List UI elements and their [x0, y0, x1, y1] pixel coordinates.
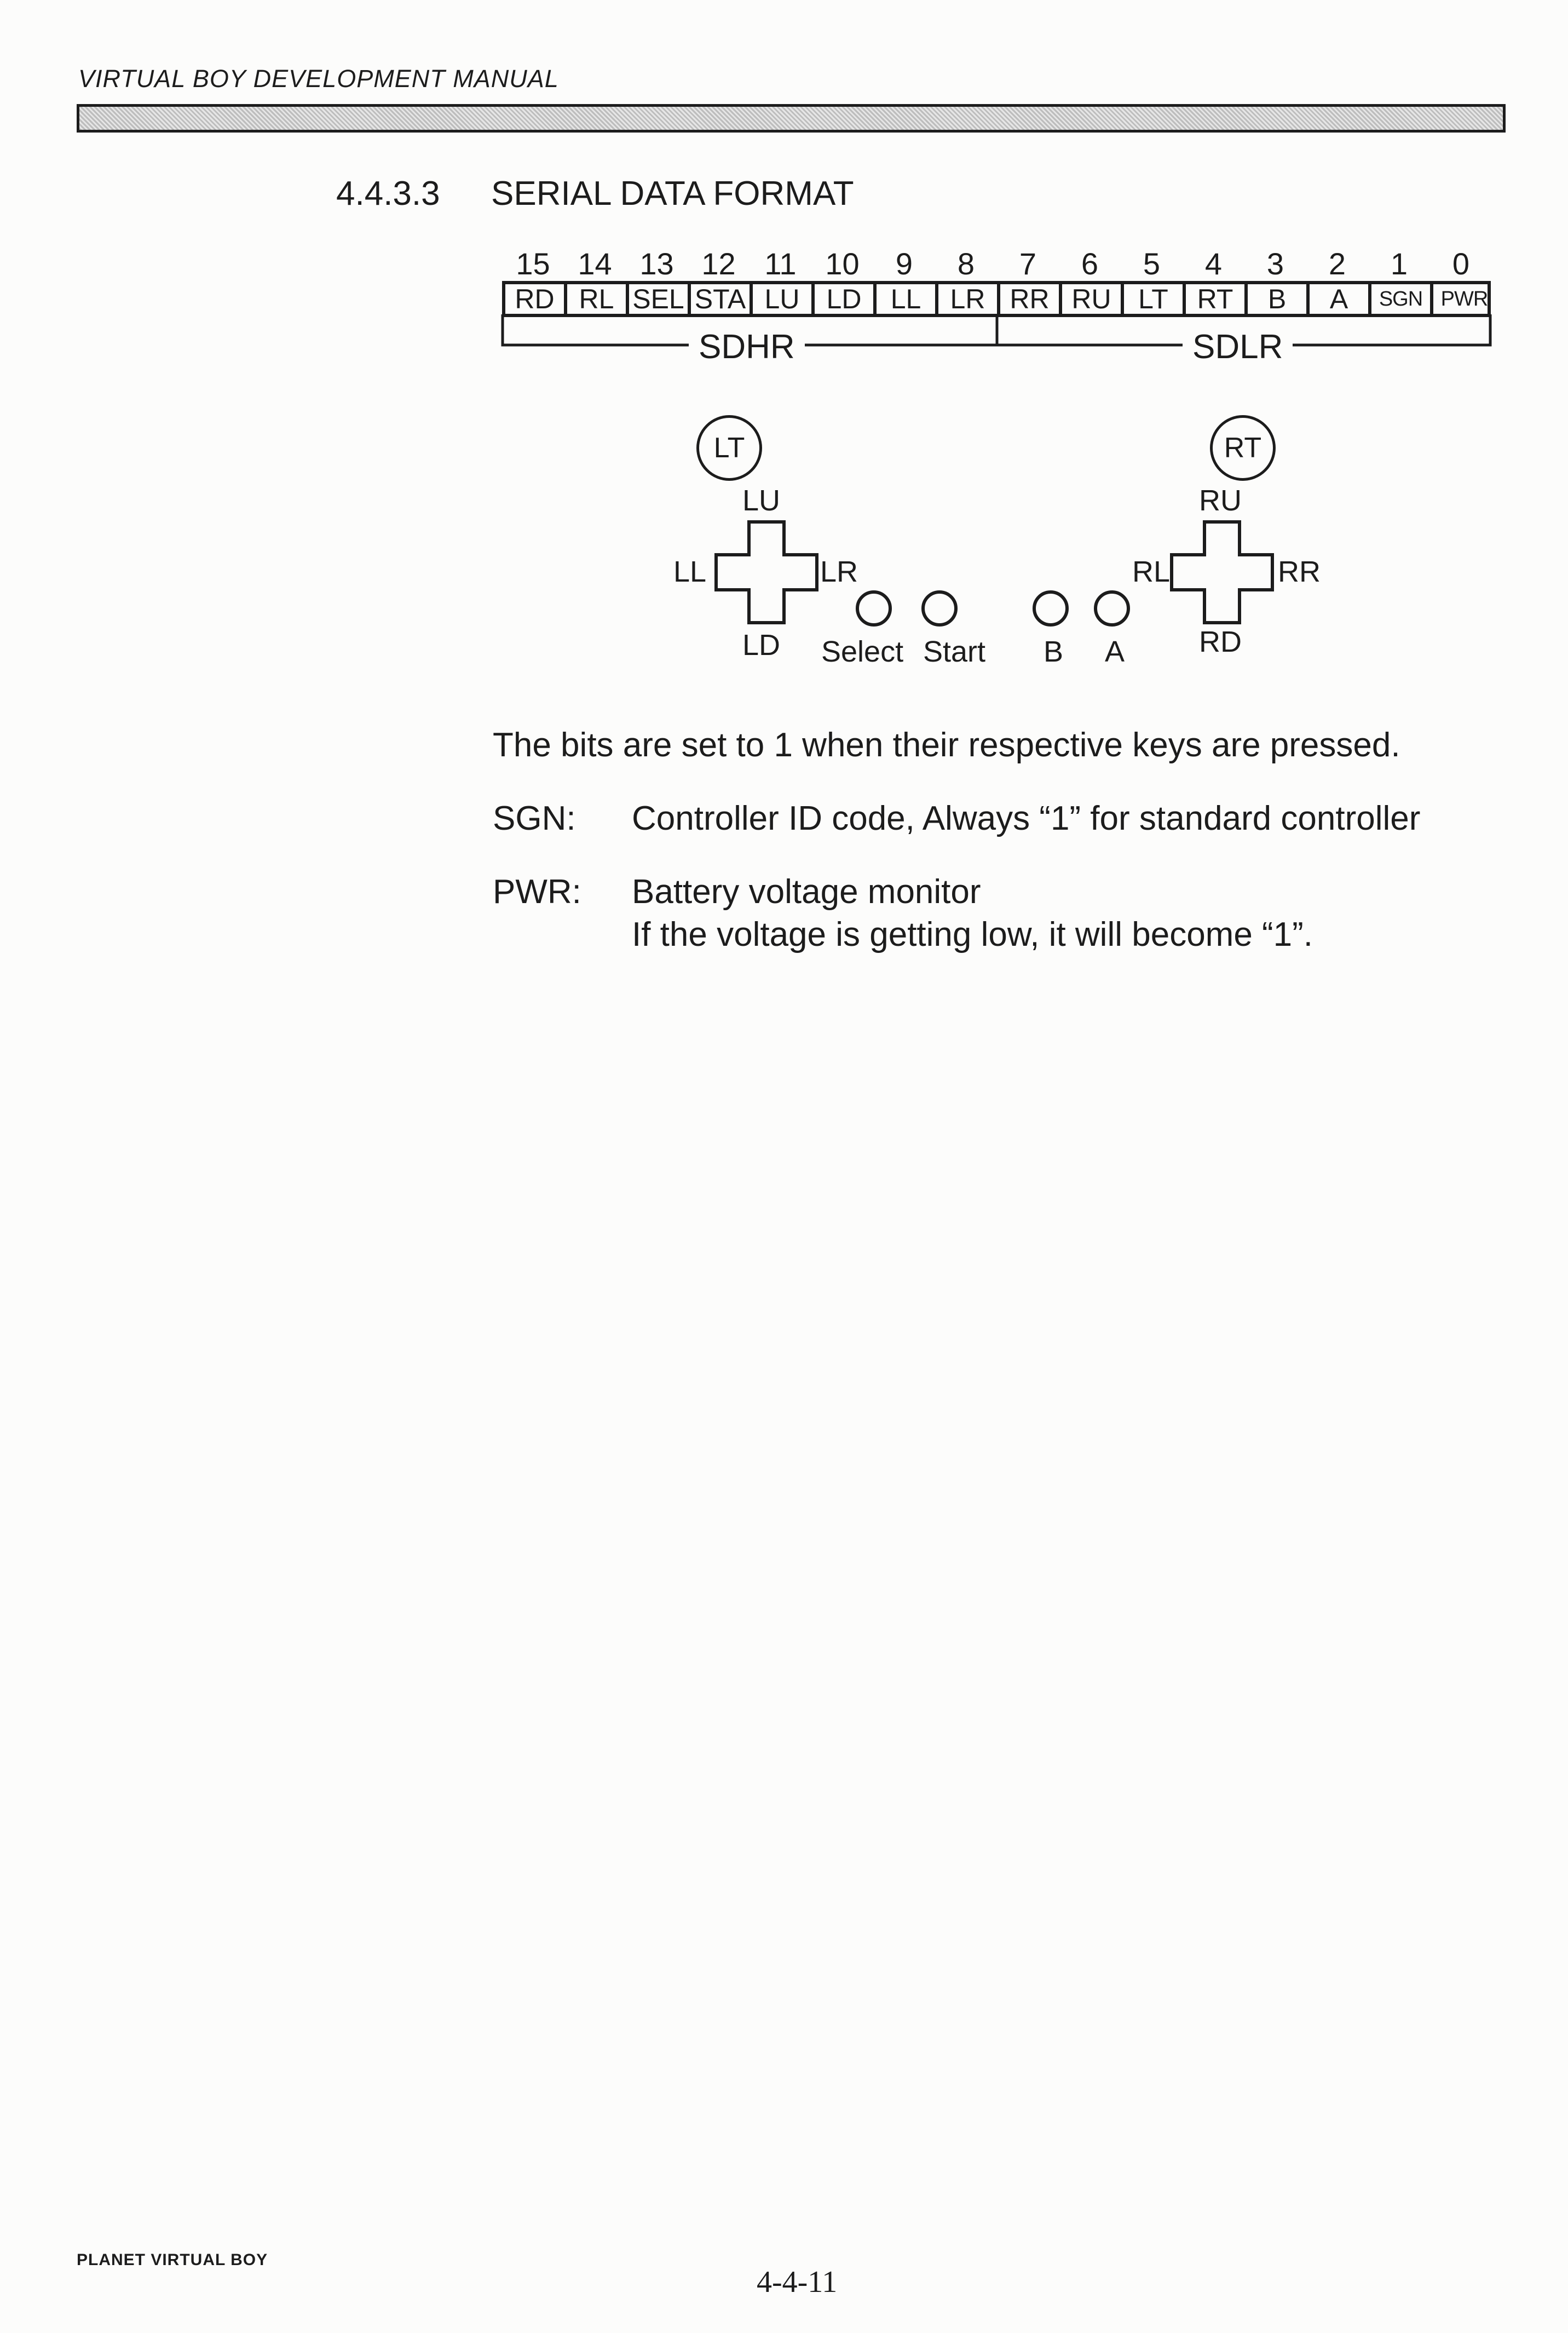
- bit-cell-rd: RD: [505, 284, 567, 314]
- section-number: 4.4.3.3: [336, 175, 440, 212]
- sdhr-label: SDHR: [689, 327, 805, 367]
- sgn-term: SGN:: [493, 800, 576, 837]
- bit-cell-rr: RR: [1000, 284, 1062, 314]
- bit-number: 9: [895, 246, 913, 281]
- bit-cell-b: B: [1248, 284, 1310, 314]
- bit-cell-ru: RU: [1062, 284, 1124, 314]
- pwr-definition-line-1: Battery voltage monitor: [632, 873, 981, 911]
- rl-label: RL: [1132, 555, 1171, 588]
- sdlr-label: SDLR: [1183, 327, 1293, 367]
- ll-label: LL: [673, 555, 707, 588]
- bit-number: 11: [764, 246, 797, 281]
- bit-cell-lr: LR: [938, 284, 1000, 314]
- bit-cell-rt: RT: [1186, 284, 1248, 314]
- section-title: SERIAL DATA FORMAT: [491, 175, 854, 212]
- b-label: B: [1044, 635, 1064, 668]
- bit-cell-ld: LD: [815, 284, 877, 314]
- bit-cell-pwr: PWR: [1440, 288, 1488, 311]
- bit-cell-lt: LT: [1124, 284, 1186, 314]
- footer-label: PLANET VIRTUAL BOY: [77, 2251, 268, 2269]
- lr-label: LR: [820, 555, 858, 588]
- bit-cell-lu: LU: [753, 284, 815, 314]
- start-label: Start: [923, 635, 986, 668]
- right-trigger-icon: RT: [1210, 415, 1276, 481]
- pwr-definition-line-2: If the voltage is getting low, it will become “1”.: [632, 916, 1313, 953]
- bit-number: 0: [1452, 246, 1470, 281]
- running-header: VIRTUAL BOY DEVELOPMENT MANUAL: [78, 65, 559, 93]
- bit-number: 13: [639, 246, 674, 281]
- left-dpad-icon: [712, 518, 821, 627]
- select-button-icon: [856, 590, 892, 627]
- bit-number: 2: [1328, 246, 1346, 281]
- bit-number: 4: [1204, 246, 1223, 281]
- lu-label: LU: [742, 484, 781, 517]
- bit-number: 1: [1390, 246, 1408, 281]
- bit-number: 3: [1266, 246, 1284, 281]
- bit-cell-sel: SEL: [629, 284, 691, 314]
- bit-number: 7: [1019, 246, 1037, 281]
- rr-label: RR: [1278, 555, 1321, 588]
- bit-number: 15: [516, 246, 550, 281]
- bit-number: 14: [578, 246, 612, 281]
- rd-label: RD: [1199, 625, 1242, 658]
- bit-number: 12: [701, 246, 736, 281]
- sgn-definition: Controller ID code, Always “1” for standard controller: [632, 800, 1421, 837]
- register-bracket-lines: [498, 312, 1495, 350]
- start-button-icon: [921, 590, 958, 627]
- bit-cell-sta: STA: [691, 284, 753, 314]
- b-button-icon: [1033, 590, 1069, 627]
- pwr-term: PWR:: [493, 873, 581, 911]
- bit-cell-rl: RL: [567, 284, 629, 314]
- intro-paragraph: The bits are set to 1 when their respective keys are pressed.: [493, 726, 1400, 764]
- a-label: A: [1105, 635, 1125, 668]
- bit-number: 8: [957, 246, 975, 281]
- ld-label: LD: [742, 629, 781, 662]
- bit-cell-a: A: [1310, 284, 1371, 314]
- select-label: Select: [821, 635, 904, 668]
- header-divider-bar: [77, 104, 1506, 133]
- bit-cell-sgn: SGN: [1371, 284, 1433, 314]
- ru-label: RU: [1199, 484, 1242, 517]
- bit-number: 6: [1081, 246, 1099, 281]
- page-number: 4-4-11: [757, 2265, 838, 2299]
- a-button-icon: [1094, 590, 1130, 627]
- right-dpad-icon: [1167, 518, 1277, 627]
- bit-number-row: [502, 245, 1491, 283]
- bit-number: 10: [825, 246, 860, 281]
- bit-cell-ll: LL: [877, 284, 938, 314]
- left-trigger-icon: LT: [696, 415, 762, 481]
- bit-number: 5: [1143, 246, 1161, 281]
